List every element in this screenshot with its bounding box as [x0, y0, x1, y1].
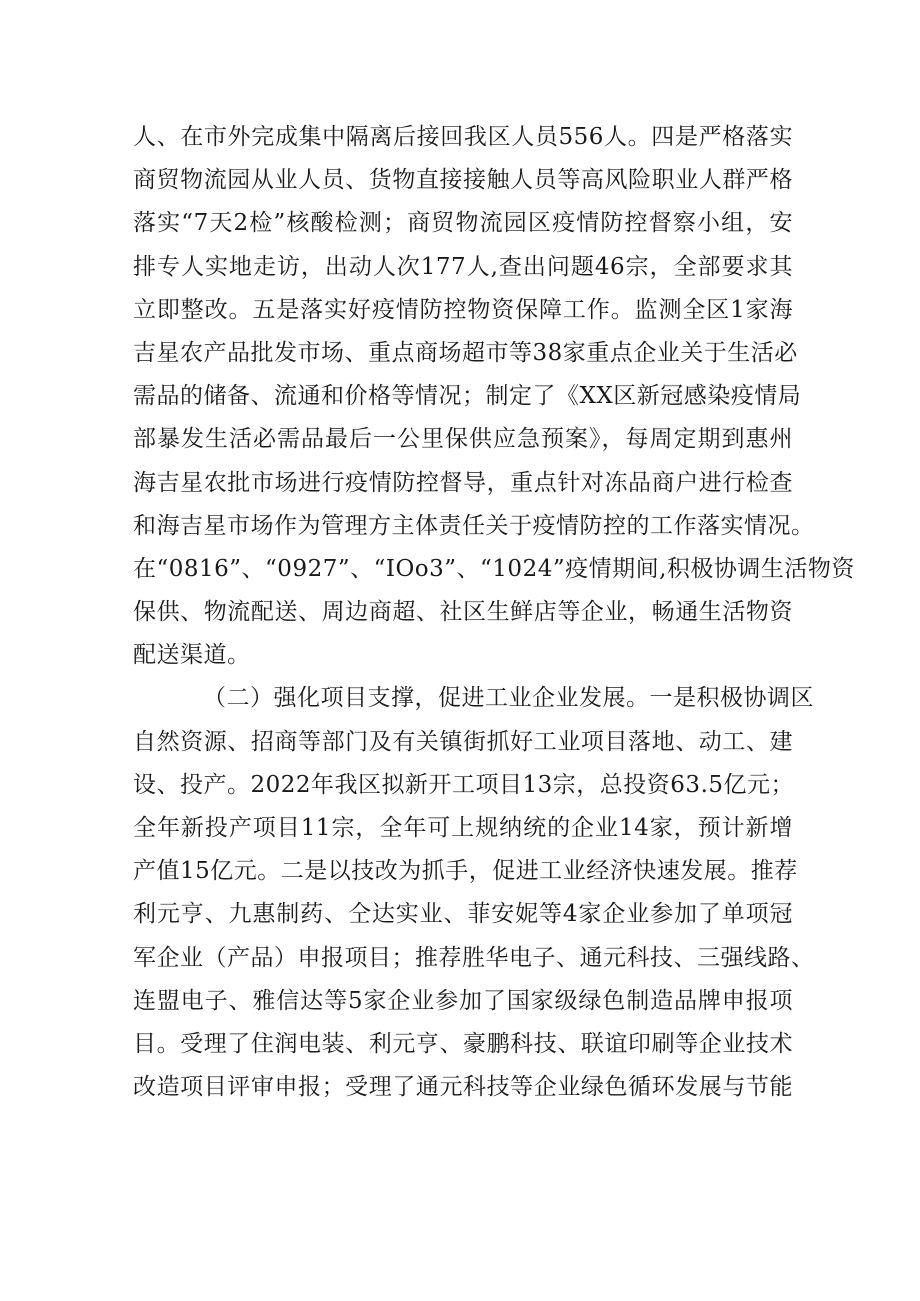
text-line: 军企业（产品）申报项目；推荐胜华电子、通元科技、三强线路、: [133, 944, 815, 971]
text-line: 海吉星农批市场进行疫情防控督导，重点针对冻品商户进行检查: [133, 469, 793, 496]
text-line: 部暴发生活必需品最后一公里保供应急预案》，每周定期到惠州: [133, 426, 793, 453]
text-line: 全年新投产项目11宗，全年可上规纳统的企业14家，预计新增: [133, 815, 793, 841]
text-line: 和海吉星市场作为管理方主体责任关于疫情防控的工作落实情况。: [133, 512, 815, 539]
text-line: 吉星农产品批发市场、重点商场超市等38家重点企业关于生活必: [133, 339, 798, 366]
text-line: 自然资源、招商等部门及有关镇街抓好工业项目落地、动工、建: [133, 728, 793, 755]
text-line: 商贸物流园从业人员、货物直接接触人员等高风险职业人群严格: [133, 167, 793, 194]
text-line: 利元亨、九惠制药、仝达实业、菲安妮等4家企业参加了单项冠: [133, 901, 793, 928]
text-line: 落实“7天2检”核酸检测；商贸物流园区疫情防控督察小组，安: [133, 210, 793, 237]
text-line: 需品的储备、流通和价格等情况；制定了《XX区新冠感染疫情局: [133, 383, 802, 410]
text-line: 人、在市外完成集中隔离后接回我区人员556人。四是严格落实: [133, 124, 793, 150]
section-heading-line: （二）强化项目支撑，促进工业企业发展。一是积极协调区: [203, 685, 814, 712]
text-line: 立即整改。五是落实好疫情防控物资保障工作。监测全区1家海: [133, 296, 793, 323]
text-line: 改造项目评审申报；受理了通元科技等企业绿色循环发展与节能: [133, 1074, 793, 1101]
paragraph-2: [133, 677, 815, 1109]
text-line: 连盟电子、雅信达等5家企业参加了国家级绿色制造品牌申报项: [133, 987, 793, 1014]
text-line: 保供、物流配送、周边商超、社区生鲜店等企业，畅通生活物资: [133, 599, 793, 626]
body-text: [133, 116, 855, 1109]
text-line: 在“0816”、“0927”、“IOo3”、“1024”疫情期间,积极协调生活物资: [133, 555, 855, 582]
paragraph-1: [133, 116, 855, 677]
text-line: 目。受理了住润电装、利元亨、豪鹏科技、联谊印刷等企业技术: [133, 1030, 793, 1057]
text-line: 排专人实地走访，出动人次177人,查出问题46宗，全部要求其: [133, 253, 793, 280]
text-line: 配送渠道。: [133, 642, 251, 669]
text-line: 设、投产。2022年我区拟新开工项目13宗，总投资63.5亿元；: [133, 771, 795, 798]
text-line: 产值15亿元。二是以技改为抓手，促进工业经济快速发展。推荐: [133, 858, 798, 885]
